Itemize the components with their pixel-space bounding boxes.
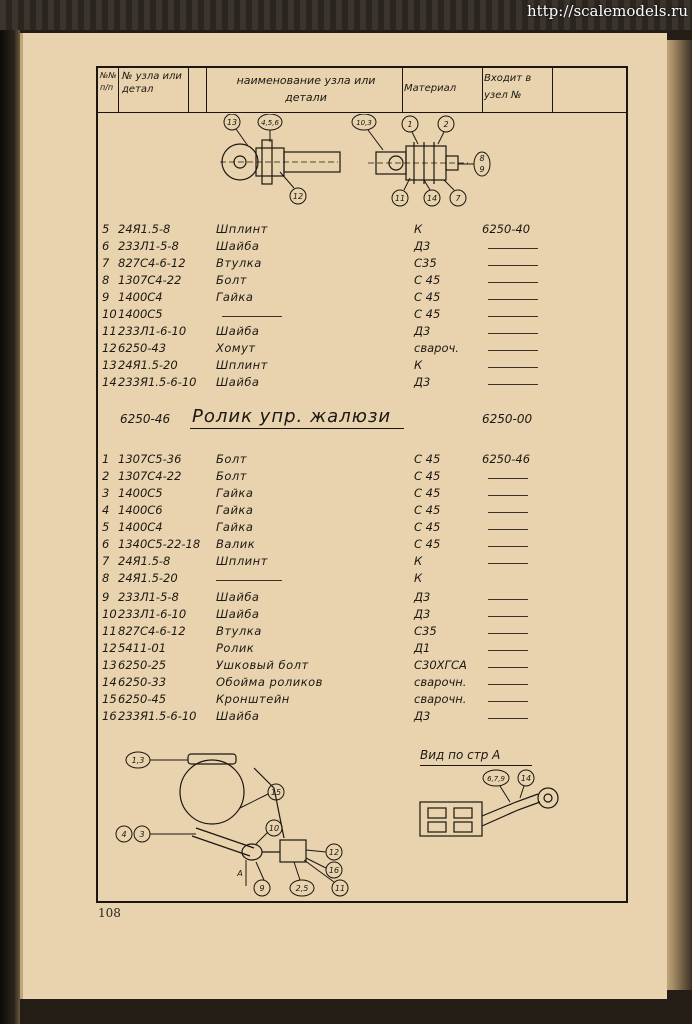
ditto-mark [488, 265, 538, 266]
row-code: 233Л1-6-10 [118, 607, 187, 621]
ditto-mark [488, 633, 528, 634]
row-num: 2 [102, 469, 110, 483]
table-row [98, 341, 628, 358]
header-divider [188, 68, 189, 112]
row-material: С 45 [414, 503, 441, 517]
row-code: 233Я1.5-6-10 [118, 375, 197, 389]
row-name: Болт [216, 273, 247, 287]
row-code: 233Л1-5-8 [118, 590, 179, 604]
row-code: 1400С5 [118, 486, 163, 500]
row-code: 1400С5 [118, 307, 163, 321]
row-num: 13 [102, 658, 117, 672]
row-num: 9 [102, 590, 110, 604]
ditto-mark [488, 684, 528, 685]
page-number: 108 [98, 906, 121, 920]
row-name: Шайба [216, 590, 260, 604]
parts-table-frame [96, 66, 628, 903]
table-row [98, 290, 628, 307]
callout-label: 9 [479, 165, 485, 174]
callout-label: 13 [226, 118, 238, 127]
row-num: 6 [102, 537, 110, 551]
section-unit: 6250-00 [482, 412, 533, 426]
row-material: С30ХГСА [414, 658, 467, 672]
row-num: 7 [102, 256, 110, 270]
bottom-left-assembly-diagram [104, 748, 364, 898]
header-col-material: Материал [404, 83, 457, 94]
row-code: 1307С4-22 [118, 469, 182, 483]
view-label-underline [420, 765, 532, 766]
row-name: Шайба [216, 607, 260, 621]
callout-label: 1 [407, 120, 413, 129]
row-num: 5 [102, 520, 110, 534]
table-row [98, 222, 628, 239]
row-code: 1340С5-22-18 [118, 537, 201, 551]
row-name: Ушковый болт [216, 658, 309, 672]
row-name: Болт [216, 452, 247, 466]
table-row [98, 641, 628, 658]
row-material: К [414, 554, 423, 568]
row-num: 14 [102, 375, 117, 389]
table-row [98, 358, 628, 375]
ditto-mark [488, 333, 538, 334]
view-label: Вид по стр А [420, 748, 501, 762]
table-row [98, 709, 628, 726]
row-code: 24Я1.5-8 [118, 222, 171, 236]
row-material: С 45 [414, 520, 441, 534]
row-material: К [414, 222, 423, 236]
bottom-right-view-diagram [414, 768, 574, 848]
row-name: Обойма роликов [216, 675, 323, 689]
row-code: 233Л1-5-8 [118, 239, 179, 253]
row-code: 827С4-6-12 [118, 256, 186, 270]
row-name: Шплинт [216, 358, 268, 372]
row-unit: 6250-46 [482, 452, 531, 466]
row-num: 16 [102, 709, 117, 723]
callout-label: 8 [479, 154, 485, 163]
table-row [98, 239, 628, 256]
ditto-mark [488, 316, 538, 317]
ditto-mark [216, 580, 282, 581]
row-name: Шайба [216, 239, 260, 253]
ditto-mark [488, 599, 528, 600]
row-material: Д3 [414, 239, 431, 253]
callout-label: 10 [268, 824, 280, 833]
row-code: 6250-45 [118, 692, 167, 706]
callout-label: 16 [328, 866, 340, 875]
table-row [98, 256, 628, 273]
callout-label: 14 [426, 194, 438, 203]
row-code: 6250-43 [118, 341, 167, 355]
table-row [98, 375, 628, 392]
row-num: 11 [102, 624, 117, 638]
ditto-mark [488, 616, 528, 617]
book-page-edge [664, 40, 692, 990]
ditto-mark [488, 546, 528, 547]
row-num: 11 [102, 324, 117, 338]
callout-label: 4 [121, 830, 127, 839]
row-num: 10 [102, 607, 117, 621]
table-row [98, 590, 628, 607]
row-material: Д3 [414, 709, 431, 723]
row-num: 10 [102, 307, 117, 321]
callout-label: 2 [443, 120, 449, 129]
row-name: Шплинт [216, 222, 268, 236]
row-code: 6250-33 [118, 675, 167, 689]
row-material: С 45 [414, 537, 441, 551]
ditto-mark [488, 248, 538, 249]
row-code: 6250-25 [118, 658, 167, 672]
table-row [98, 675, 628, 692]
row-num: 13 [102, 358, 117, 372]
header-divider [118, 68, 119, 112]
header-col-num: №№ п/п [100, 71, 117, 92]
row-code: 1400С4 [118, 520, 163, 534]
row-code: 5411-01 [118, 641, 167, 655]
row-name: Болт [216, 469, 247, 483]
row-material: Д3 [414, 324, 431, 338]
callout-label: 12 [328, 848, 340, 857]
row-code: 1400С6 [118, 503, 163, 517]
ditto-mark [488, 299, 538, 300]
row-name: Втулка [216, 256, 262, 270]
row-code: 24Я1.5-20 [118, 358, 178, 372]
row-name: Гайка [216, 486, 254, 500]
ditto-mark [488, 529, 528, 530]
table-row [98, 452, 628, 469]
row-material: С 45 [414, 469, 441, 483]
callout-label: 11 [394, 194, 406, 203]
row-num: 14 [102, 675, 117, 689]
row-name: Гайка [216, 520, 254, 534]
section-code: 6250-46 [120, 412, 171, 426]
row-name: Валик [216, 537, 256, 551]
row-material: К [414, 571, 423, 585]
callout-label: 11 [334, 884, 346, 893]
section-title: Ролик упр. жалюзи [192, 406, 392, 427]
table-row [98, 273, 628, 290]
callout-label: 7 [455, 194, 461, 203]
table-row [98, 537, 628, 554]
row-material: С 45 [414, 486, 441, 500]
row-code: 1307С4-22 [118, 273, 182, 287]
row-code: 233Я1.5-6-10 [118, 709, 197, 723]
ditto-mark [488, 650, 528, 651]
row-material: С 45 [414, 452, 441, 466]
row-num: 1 [102, 452, 110, 466]
row-num: 6 [102, 239, 110, 253]
row-num: 12 [102, 641, 117, 655]
row-name: Ролик [216, 641, 255, 655]
table-row [98, 324, 628, 341]
row-material: С 45 [414, 273, 441, 287]
row-num: 4 [102, 503, 110, 517]
callout-label: 2,5 [295, 884, 309, 893]
row-code: 233Л1-6-10 [118, 324, 187, 338]
callout-label: 9 [259, 884, 265, 893]
header-col-enters: Входит в узел № [484, 73, 532, 101]
row-code: 1307С5-36 [118, 452, 182, 466]
callout-label: 6,7,9 [487, 775, 505, 783]
row-material: С35 [414, 624, 437, 638]
table-row [98, 520, 628, 537]
row-name: Шайба [216, 375, 260, 389]
row-num: 5 [102, 222, 110, 236]
table-row [98, 307, 628, 324]
row-material: сварочн. [414, 692, 467, 706]
callout-label: 4,5,6 [261, 119, 279, 127]
ditto-mark [488, 282, 538, 283]
table-row [98, 658, 628, 675]
row-code: 24Я1.5-8 [118, 554, 171, 568]
top-assembly-diagram [218, 114, 508, 214]
ditto-mark [488, 701, 528, 702]
table-row [98, 692, 628, 709]
callout-label: 15 [270, 788, 282, 797]
callout-label: 10,3 [356, 119, 372, 127]
ditto-mark [488, 367, 538, 368]
book-spine-edge [0, 30, 20, 1024]
row-material: Д3 [414, 375, 431, 389]
row-name: Гайка [216, 503, 254, 517]
header-col-node: № узла или детал [122, 71, 182, 95]
row-num: 8 [102, 571, 110, 585]
row-material: Д3 [414, 590, 431, 604]
row-material: Д3 [414, 607, 431, 621]
row-num: 3 [102, 486, 110, 500]
ditto-mark [488, 718, 528, 719]
row-unit: 6250-40 [482, 222, 531, 236]
header-divider [552, 68, 553, 112]
row-num: 12 [102, 341, 117, 355]
ditto-mark [488, 495, 528, 496]
header-bottom-line [98, 112, 626, 113]
row-name: Шайба [216, 324, 260, 338]
table-row [98, 624, 628, 641]
ditto-mark [488, 563, 528, 564]
callout-label: 3 [139, 830, 145, 839]
section-title-underline [190, 428, 404, 429]
header-col-name: наименование узла или детали [236, 74, 376, 104]
row-material: С 45 [414, 290, 441, 304]
callout-label: 1,3 [131, 756, 145, 765]
table-row [98, 486, 628, 503]
table-row [98, 503, 628, 520]
row-num: 7 [102, 554, 110, 568]
row-num: 15 [102, 692, 117, 706]
ditto-mark [488, 384, 538, 385]
row-material: С 45 [414, 307, 441, 321]
ditto-mark [488, 667, 528, 668]
table-row [98, 469, 628, 486]
row-name: Шплинт [216, 554, 268, 568]
ditto-mark [488, 350, 538, 351]
row-name: Кронштейн [216, 692, 290, 706]
row-num: 8 [102, 273, 110, 287]
row-name: Втулка [216, 624, 262, 638]
ditto-mark [488, 512, 528, 513]
row-material: С35 [414, 256, 437, 270]
table-row [98, 554, 628, 571]
table-row [98, 607, 628, 624]
row-num: 9 [102, 290, 110, 304]
header-divider [206, 68, 207, 112]
ditto-mark [488, 478, 528, 479]
watermark: http://scalemodels.ru [526, 2, 688, 20]
row-name: Хомут [216, 341, 256, 355]
arrow-label: А [237, 869, 243, 878]
table-row [98, 571, 628, 588]
row-material: сварочн. [414, 675, 467, 689]
row-name: Шайба [216, 709, 260, 723]
row-material: свароч. [414, 341, 459, 355]
row-code: 827С4-6-12 [118, 624, 186, 638]
callout-label: 12 [292, 192, 304, 201]
row-name: Гайка [216, 290, 254, 304]
callout-label: 14 [520, 774, 532, 783]
row-code: 1400С4 [118, 290, 163, 304]
header-divider [482, 68, 483, 112]
row-code: 24Я1.5-20 [118, 571, 178, 585]
header-divider [402, 68, 403, 112]
ditto-mark [222, 316, 282, 317]
row-material: Д1 [414, 641, 431, 655]
row-material: К [414, 358, 423, 372]
